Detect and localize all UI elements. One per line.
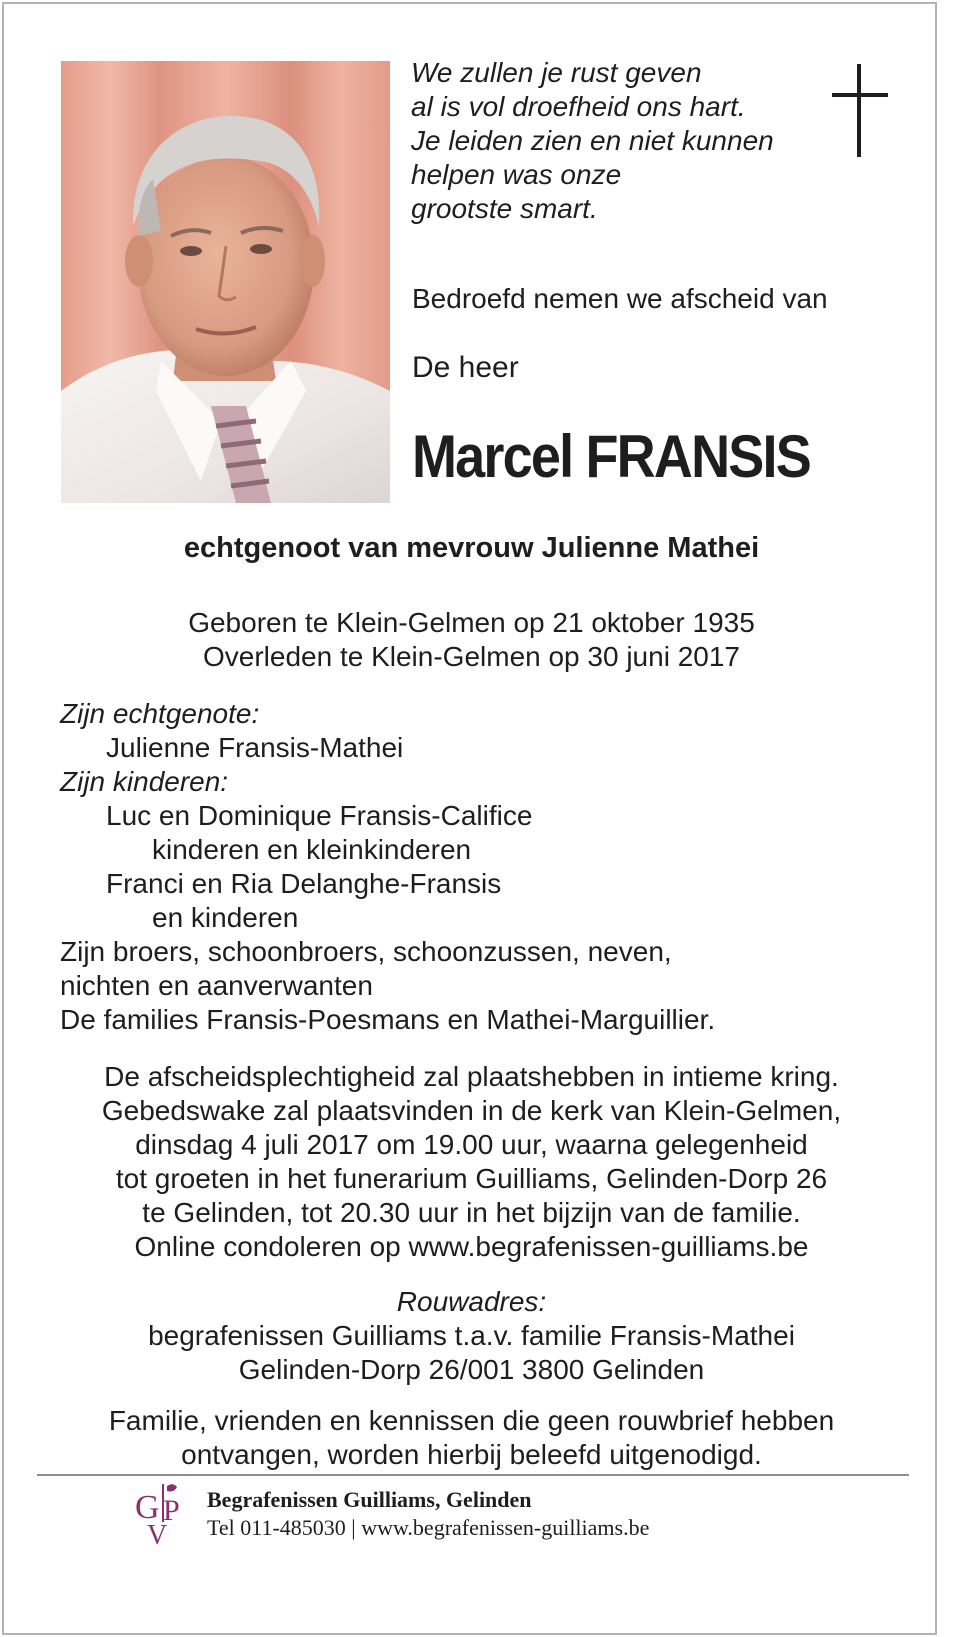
birth-date: Geboren te Klein-Gelmen op 21 oktober 1935 — [188, 607, 755, 638]
relatives-line: nichten en aanverwanten — [60, 970, 373, 1001]
deceased-name: Marcel FRANSIS — [412, 423, 810, 490]
ceremony-line: dinsdag 4 juli 2017 om 19.00 uur, waarna gelegenheid — [135, 1129, 808, 1160]
families-line: De families Fransis-Poesmans en Mathei-Marguillier. — [60, 1004, 716, 1035]
funeral-home-logo-icon — [133, 1482, 191, 1546]
family-list — [60, 697, 715, 1037]
poem-line: helpen was onze — [411, 159, 622, 190]
address-line: begrafenissen Guilliams t.a.v. familie Fransis-Mathei — [148, 1320, 795, 1351]
obituary-card — [2, 2, 937, 1635]
closing-line: ontvangen, worden hierbij beleefd uitgenodigd. — [181, 1439, 762, 1470]
child-sub-entry: en kinderen — [152, 902, 299, 933]
poem-line: grootste smart. — [411, 193, 598, 224]
closing-line: Familie, vrienden en kennissen die geen rouwbrief hebben — [108, 1405, 835, 1436]
footer-divider — [37, 1474, 909, 1476]
poem-line: al is vol droefheid ons hart. — [411, 91, 746, 122]
ceremony-line: tot groeten in het funerarium Guilliams, Gelinden-Dorp 26 — [115, 1163, 828, 1194]
portrait-photo — [61, 61, 390, 503]
honorific: De heer — [412, 351, 519, 384]
life-dates — [4, 606, 939, 674]
spouse-name: Julienne Fransis-Mathei — [106, 732, 404, 763]
ceremony-line: De afscheidsplechtigheid zal plaatshebben in intieme kring. — [104, 1061, 839, 1092]
ceremony-line: te Gelinden, tot 20.30 uur in het bijzijn van de familie. — [142, 1197, 801, 1228]
svg-text:V: V — [147, 1520, 168, 1546]
address-line: Gelinden-Dorp 26/001 3800 Gelinden — [238, 1354, 705, 1385]
cross-icon — [832, 64, 888, 157]
spouse-heading: Zijn echtgenote: — [60, 698, 260, 729]
ceremony-line: Online condoleren op www.begrafenissen-guilliams.be — [134, 1231, 809, 1262]
intro-text: Bedroefd nemen we afscheid van — [412, 283, 828, 314]
poem-line: Je leiden zien en niet kunnen — [411, 125, 774, 156]
child-entry: Luc en Dominique Fransis-Califice — [106, 800, 533, 831]
mourning-address — [4, 1285, 939, 1387]
spouse-line: echtgenoot van mevrouw Julienne Mathei — [183, 532, 760, 564]
children-heading: Zijn kinderen: — [60, 766, 229, 797]
closing-note — [4, 1404, 939, 1472]
svg-text:P: P — [163, 1494, 180, 1527]
child-entry: Franci en Ria Delanghe-Fransis — [106, 868, 502, 899]
death-date: Overleden te Klein-Gelmen op 30 juni 2017 — [202, 641, 740, 672]
funeral-home-name: Begrafenissen Guilliams, Gelinden — [207, 1487, 532, 1512]
poem — [411, 56, 831, 226]
ceremony-info — [4, 1060, 939, 1264]
poem-line: We zullen je rust geven — [411, 57, 702, 88]
relatives-line: Zijn broers, schoonbroers, schoonzussen, neven, — [60, 936, 672, 967]
svg-text:G: G — [135, 1489, 160, 1526]
address-heading: Rouwadres: — [396, 1286, 547, 1317]
funeral-home-contact: Tel 011-485030 | www.begrafenissen-guilliams.be — [207, 1515, 650, 1540]
child-sub-entry: kinderen en kleinkinderen — [152, 834, 472, 865]
ceremony-line: Gebedswake zal plaatsvinden in de kerk van Klein-Gelmen, — [101, 1095, 842, 1126]
